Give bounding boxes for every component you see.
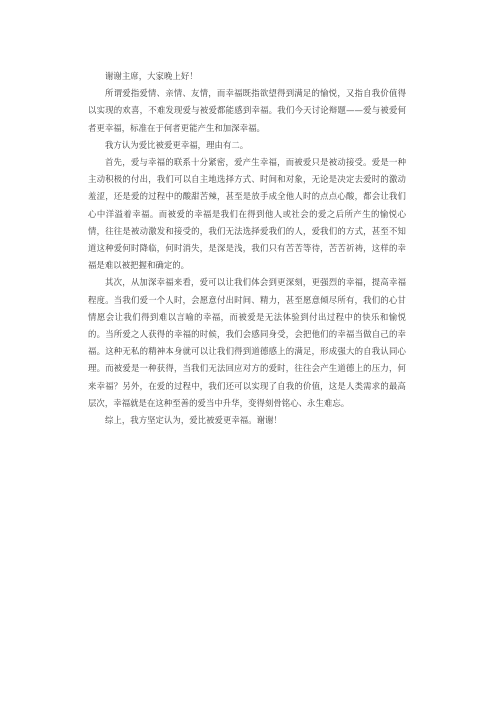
first-argument-paragraph: 首先，爱与幸福的联系十分紧密，爱产生幸福，而被爱只是被动接受。爱是一种主动积极的付出，我们可以自主地选择方式、时间和对象，无论是决定去爱时的激动羞涩，还是爱的过程中的酸甜苦辣，甚至是放手成全他人时的点点心酸，都会让我们心中洋溢着幸福。而被爱的幸福是我们在得到他人或社会的爱之后所产生的愉悦心情，往往是被动激发和接受的，我们无法选择爱我们的人，爱我们的方式，甚至不知道这种爱何时降临，何时消失，是深是浅，我们只有苦苦等待，苦苦祈祷，这样的幸福是难以被把握和确定的。 [88,157,406,271]
thesis-paragraph: 我方认为爱比被爱更幸福，理由有二。 [105,139,249,150]
speech-body [88,68,406,429]
greeting-paragraph: 谢谢主席，大家晚上好！ [105,71,198,81]
conclusion-paragraph: 综上，我方坚定认为，爱比被爱更幸福。谢谢！ [105,415,282,426]
definition-paragraph: 所谓爱指爱情、亲情、友情，而幸福既指欲望得到满足的愉悦，又指自我价值得以实现的欢喜，不难发现爱与被爱都能感到幸福。我们今天讨论辩题——爱与被爱何者更幸福，标准在于何者更能产生和加深幸福。 [88,88,406,133]
second-argument-paragraph: 其次，从加深幸福来看，爱可以让我们体会到更深刻，更强烈的幸福，提高幸福程度。当我们爱一个人时，会愿意付出时间、精力，甚至愿意倾尽所有，我们的心甘情愿会让我们得到难以言喻的幸福，而被爱是无法体验到付出过程中的快乐和愉悦的。当所爱之人获得的幸福的时候，我们会感同身受，会把他们的幸福当做自己的幸福。这种无私的精神本身就可以让我们得到道德感上的满足，形成强大的自我认同心理。而被爱是一种获得，当我们无法回应对方的爱时，往往会产生道德上的压力，何来幸福？另外，在爱的过程中，我们还可以实现了自我的价值，这是人类需求的最高层次，幸福就是在这种至善的爱当中升华，变得刻骨铭心、永生难忘。 [88,277,406,408]
